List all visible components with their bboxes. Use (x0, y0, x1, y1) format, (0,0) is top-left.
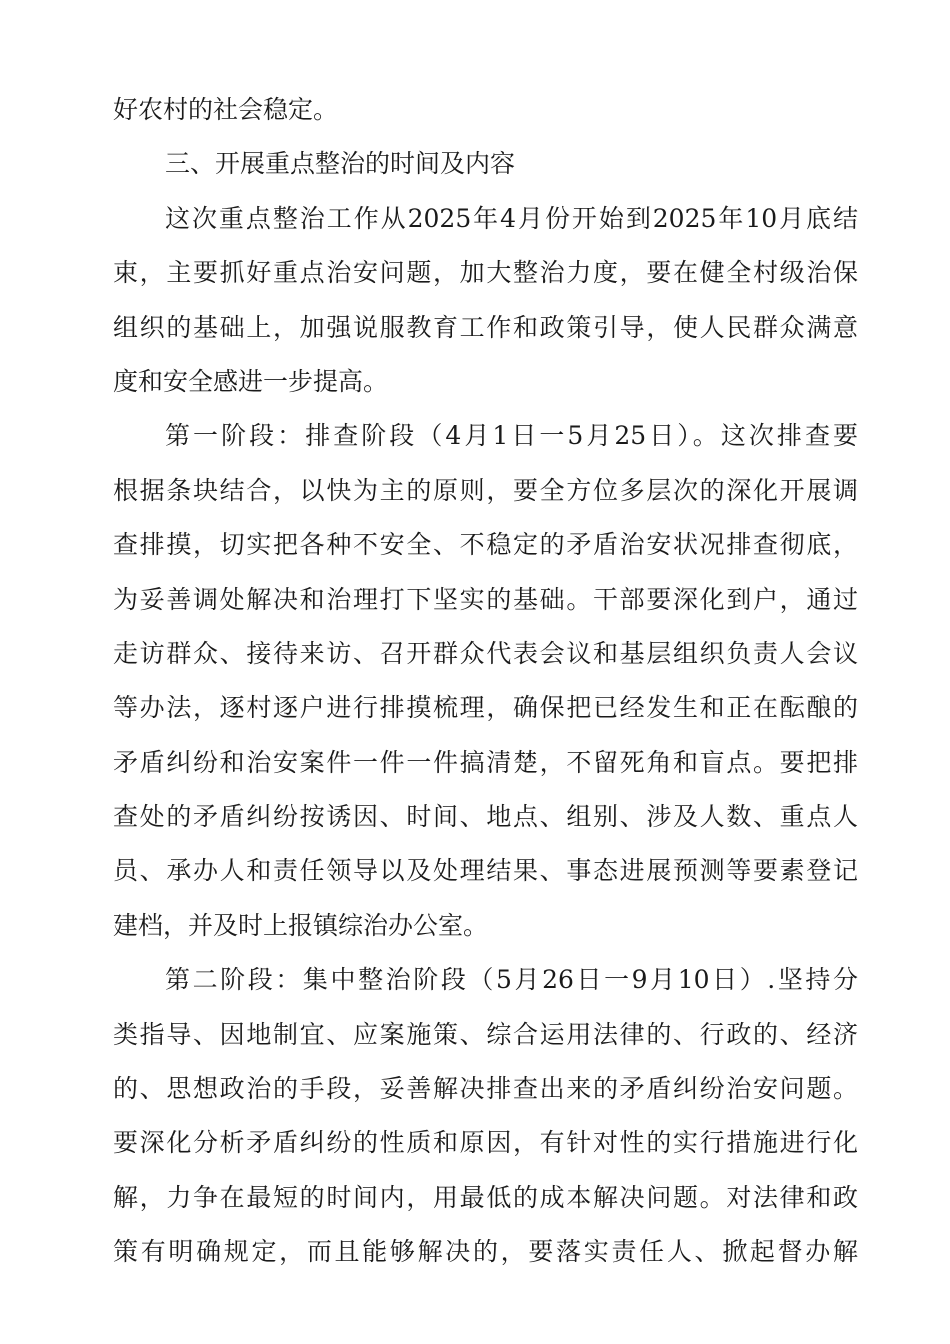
text-line: 矛盾纠纷和治安案件一件一件搞清楚，不留死角和盲点。要把排 (113, 747, 858, 777)
text-line: 根据条块结合，以快为主的原则，要全方位多层次的深化开展调 (113, 475, 858, 505)
text-line: 的、思想政治的手段，妥善解决排查出来的矛盾纠纷治安问题。 (113, 1074, 858, 1104)
text-line: 员、承办人和责任领导以及处理结果、事态进展预测等要素登记 (113, 856, 858, 886)
text-line: 三、开展重点整治的时间及内容 (165, 149, 516, 179)
text-line: 解，力争在最短的时间内，用最低的成本解决问题。对法律和政 (113, 1182, 858, 1212)
text-line: 建档，并及时上报镇综治办公室。 (113, 910, 489, 940)
text-line: 第二阶段：集中整治阶段（5月26日一9月10日）.坚持分 (165, 965, 858, 995)
text-line: 为妥善调处解决和治理打下坚实的基础。干部要深化到户，通过 (113, 584, 858, 614)
text-line: 束，主要抓好重点治安问题，加大整治力度，要在健全村级治保 (113, 258, 858, 288)
text-line: 查处的矛盾纠纷按诱因、时间、地点、组别、涉及人数、重点人 (113, 802, 858, 832)
text-line: 组织的基础上，加强说服教育工作和政策引导，使人民群众满意 (113, 312, 858, 342)
text-line: 类指导、因地制宜、应案施策、综合运用法律的、行政的、经济 (113, 1019, 858, 1049)
text-line: 查排摸，切实把各种不安全、不稳定的矛盾治安状况排查彻底， (113, 530, 858, 560)
text-line: 好农村的社会稳定。 (113, 95, 339, 124)
text-line: 要深化分析矛盾纠纷的性质和原因，有针对性的实行措施进行化 (113, 1128, 858, 1158)
text-line: 走访群众、接待来访、召开群众代表会议和基层组织负责人会议 (113, 638, 858, 668)
text-line: 策有明确规定，而且能够解决的，要落实责任人、掀起督办解 (113, 1237, 858, 1267)
text-line: 这次重点整治工作从2025年4月份开始到2025年10月底结 (165, 203, 858, 233)
text-line: 度和安全感进一步提高。 (113, 366, 389, 396)
text-line: 第一阶段：排查阶段（4月1日一5月25日）。这次排查要 (165, 421, 858, 451)
text-line: 等办法，逐村逐户进行排摸梳理，确保把已经发生和正在酝酿的 (113, 693, 858, 723)
document-body (113, 83, 858, 1280)
